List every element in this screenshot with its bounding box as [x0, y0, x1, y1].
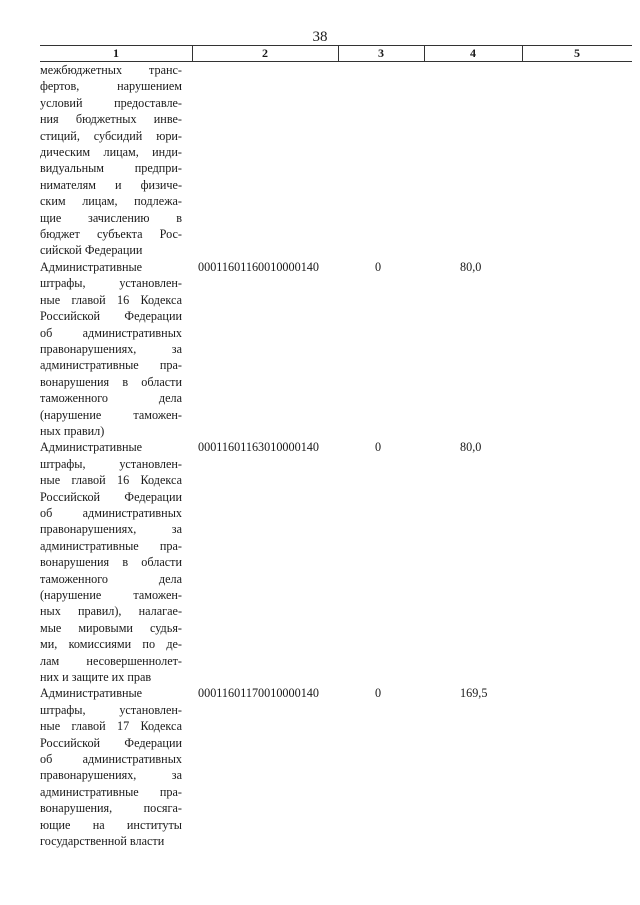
description-line: правонарушениях, за — [40, 341, 182, 356]
description-line: Административные — [40, 259, 143, 274]
description-line: об административных — [40, 505, 182, 520]
description-line: административные пра- — [40, 358, 182, 373]
description-line: административные пра- — [40, 538, 182, 553]
description-line: щие зачислению в — [40, 210, 182, 225]
description-line: штрафы, установлен- — [40, 702, 182, 717]
column-4-value: 80,0 — [460, 440, 482, 455]
description-line: ных правил) — [40, 423, 105, 438]
description-line: видуальным предпри- — [40, 161, 182, 176]
budget-classification-code: 00011601160010000140 — [198, 259, 319, 274]
table-row — [40, 259, 632, 439]
description-line: (нарушение таможен- — [40, 588, 182, 602]
header-divider — [338, 46, 339, 61]
page-number: 38 — [312, 29, 328, 45]
description-line: государственной власти — [40, 834, 165, 849]
description-line: фертов, нарушением — [40, 79, 182, 94]
description-line: стиций, субсидий юри- — [40, 128, 182, 143]
header-col-5: 5 — [574, 46, 580, 60]
description-line: условий предоставле- — [40, 95, 182, 110]
header-col-3: 3 — [378, 46, 384, 60]
description-line: правонарушениях, за — [40, 522, 182, 537]
table-header-row — [40, 45, 632, 62]
header-divider — [522, 46, 523, 61]
description-line: Российской Федерации — [40, 735, 182, 750]
description-line: межбюджетных транс- — [40, 63, 182, 77]
description-line: ским лицам, подлежа- — [40, 194, 182, 209]
description-line: ные главой 16 Кодекса — [40, 292, 182, 307]
description-line: бюджет субъекта Рос- — [40, 227, 182, 242]
description-line: сийской Федерации — [40, 243, 143, 258]
description-line: Административные — [40, 440, 143, 455]
table-row — [40, 62, 632, 259]
table-row — [40, 685, 632, 849]
column-4-value: 80,0 — [460, 259, 482, 274]
description-line: них и защите их прав — [40, 670, 152, 685]
column-4-value: 169,5 — [460, 686, 488, 701]
description-line: (нарушение таможен- — [40, 407, 182, 422]
row-description — [40, 685, 182, 849]
column-3-value: 0 — [375, 259, 382, 274]
row-description — [40, 259, 182, 439]
description-line: вонарушения, посяга- — [40, 801, 182, 816]
description-line: административные пра- — [40, 784, 182, 799]
budget-classification-code: 00011601170010000140 — [198, 686, 319, 701]
description-line: нимателям и физиче- — [40, 177, 182, 192]
revenue-table — [40, 45, 632, 850]
description-line: правонарушениях, за — [40, 768, 182, 783]
description-line: Российской Федерации — [40, 489, 182, 504]
table-body — [40, 62, 632, 850]
description-line: штрафы, установлен- — [40, 276, 182, 291]
description-line: штрафы, установлен- — [40, 456, 182, 471]
row-description — [40, 439, 182, 685]
header-divider — [424, 46, 425, 61]
description-line: ные главой 16 Кодекса — [40, 473, 182, 488]
description-line: таможенного дела — [40, 571, 182, 586]
description-line: дическим лицам, инди- — [40, 145, 182, 160]
description-line: таможенного дела — [40, 391, 182, 406]
description-line: мые мировыми судья- — [40, 620, 182, 635]
row-description — [40, 62, 182, 259]
column-3-value: 0 — [375, 440, 382, 455]
description-line: вонарушения в области — [40, 374, 182, 389]
budget-classification-code: 00011601163010000140 — [198, 440, 319, 455]
table-row — [40, 439, 632, 685]
header-col-2: 2 — [262, 46, 268, 60]
description-line: об административных — [40, 325, 182, 340]
description-line: ния бюджетных инве- — [40, 112, 182, 127]
description-line: ми, комиссиями по де- — [40, 637, 182, 652]
header-divider — [192, 46, 193, 61]
description-line: об административных — [40, 752, 182, 767]
header-col-4: 4 — [470, 46, 476, 60]
description-line: ющие на институты — [40, 817, 182, 832]
description-line: Российской Федерации — [40, 309, 182, 324]
header-col-1: 1 — [113, 46, 119, 60]
column-3-value: 0 — [375, 686, 382, 701]
description-line: лам несовершеннолет- — [40, 653, 182, 668]
description-line: ные главой 17 Кодекса — [40, 719, 182, 734]
description-line: вонарушения в области — [40, 555, 182, 570]
description-line: Административные — [40, 686, 143, 701]
description-line: ных правил), налагае- — [40, 604, 182, 619]
